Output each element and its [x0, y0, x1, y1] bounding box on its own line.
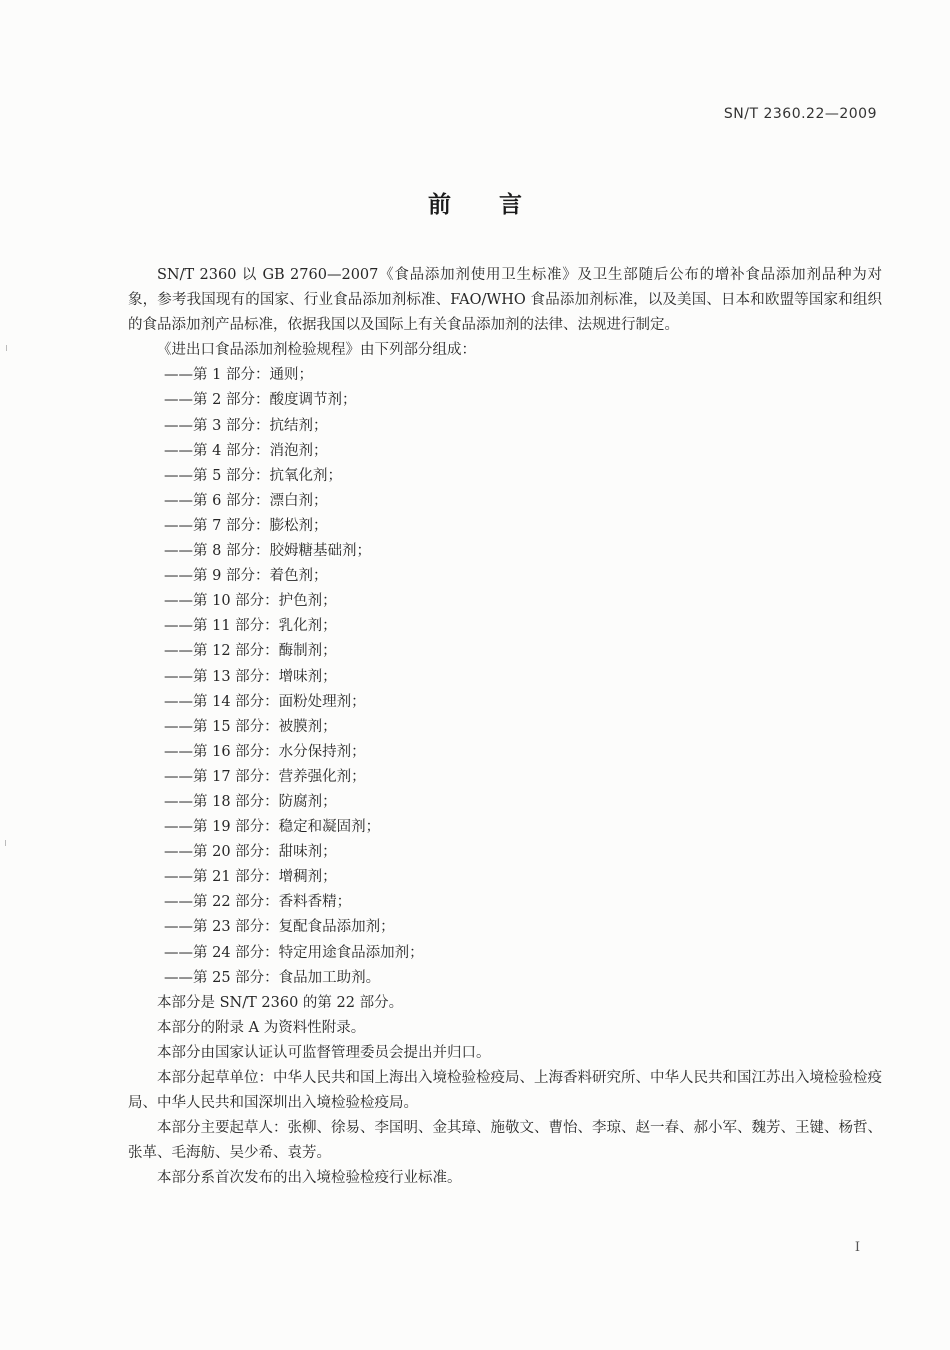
list-item: ——第 10 部分：护色剂； [164, 593, 337, 610]
list-item: ——第 14 部分：面粉处理剂； [164, 693, 366, 710]
proposer-statement: 本部分由国家认证认可监督管理委员会提出并归口。 [157, 1044, 491, 1061]
list-item: ——第 16 部分：水分保持剂； [164, 743, 366, 760]
parts-list [128, 363, 882, 990]
list-item: ——第 15 部分：被膜剂； [164, 718, 337, 735]
list-item: ——第 20 部分：甜味剂； [164, 844, 337, 861]
list-item: ——第 9 部分：着色剂； [164, 568, 328, 585]
part-number-statement: 本部分是 SN/T 2360 的第 22 部分。 [157, 994, 404, 1011]
first-release-statement: 本部分系首次发布的出入境检验检疫行业标准。 [157, 1170, 462, 1187]
list-item: ——第 22 部分：香料香精； [164, 894, 352, 911]
foreword-body [128, 263, 882, 1191]
scan-mark [6, 345, 7, 351]
page-title: 前言 [428, 192, 570, 218]
standard-number: SN/T 2360.22—2009 [723, 106, 877, 122]
list-item: ——第 11 部分：乳化剂； [164, 618, 337, 635]
list-item: ——第 12 部分：酶制剂； [164, 643, 337, 660]
list-item: ——第 5 部分：抗氧化剂； [164, 467, 342, 484]
list-item: ——第 21 部分：增稠剂； [164, 869, 337, 886]
list-item: ——第 18 部分：防腐剂； [164, 793, 337, 810]
drafting-units: 本部分起草单位：中华人民共和国上海出入境检验检疫局、上海香料研究所、中华人民共和国江苏出入境检验检疫局、中华人民共和国深圳出入境检验检疫局。 [128, 1070, 882, 1112]
list-item: ——第 1 部分：通则； [164, 367, 313, 384]
list-item: ——第 17 部分：营养强化剂； [164, 768, 366, 785]
scan-mark [5, 840, 6, 846]
list-item: ——第 24 部分：特定用途食品添加剂； [164, 944, 424, 961]
list-item: ——第 7 部分：膨松剂； [164, 517, 328, 534]
page-number: I [854, 1240, 860, 1255]
appendix-statement: 本部分的附录 A 为资料性附录。 [157, 1019, 366, 1036]
list-item: ——第 25 部分：食品加工助剂。 [164, 969, 381, 986]
list-item: ——第 3 部分：抗结剂； [164, 417, 328, 434]
list-item: ——第 23 部分：复配食品添加剂； [164, 919, 395, 936]
list-item: ——第 8 部分：胶姆糖基础剂； [164, 543, 371, 560]
list-item: ——第 2 部分：酸度调节剂； [164, 392, 357, 409]
drafters: 本部分主要起草人：张柳、徐易、李国明、金其璋、施敬文、曹怡、李琼、赵一春、郝小军、魏芳、王键、杨哲、张革、毛海舫、吴少希、袁芳。 [128, 1120, 882, 1162]
list-item: ——第 13 部分：增味剂； [164, 668, 337, 685]
list-item: ——第 19 部分：稳定和凝固剂； [164, 819, 381, 836]
list-item: ——第 4 部分：消泡剂； [164, 442, 328, 459]
list-item: ——第 6 部分：漂白剂； [164, 492, 328, 509]
intro-paragraph: SN/T 2360 以 GB 2760—2007《食品添加剂使用卫生标准》及卫生部随后公布的增补食品添加剂品种为对象，参考我国现有的国家、行业食品添加剂标准、FAO/WHO 食品添加剂标准，以及美国、日本和欧盟等国家和组织的食品添加剂产品标准，依据我国以及国际上有关食品添加剂的法律、法规进行制定。 [128, 267, 882, 334]
parts-intro: 《进出口食品添加剂检验规程》由下列部分组成： [157, 342, 476, 359]
